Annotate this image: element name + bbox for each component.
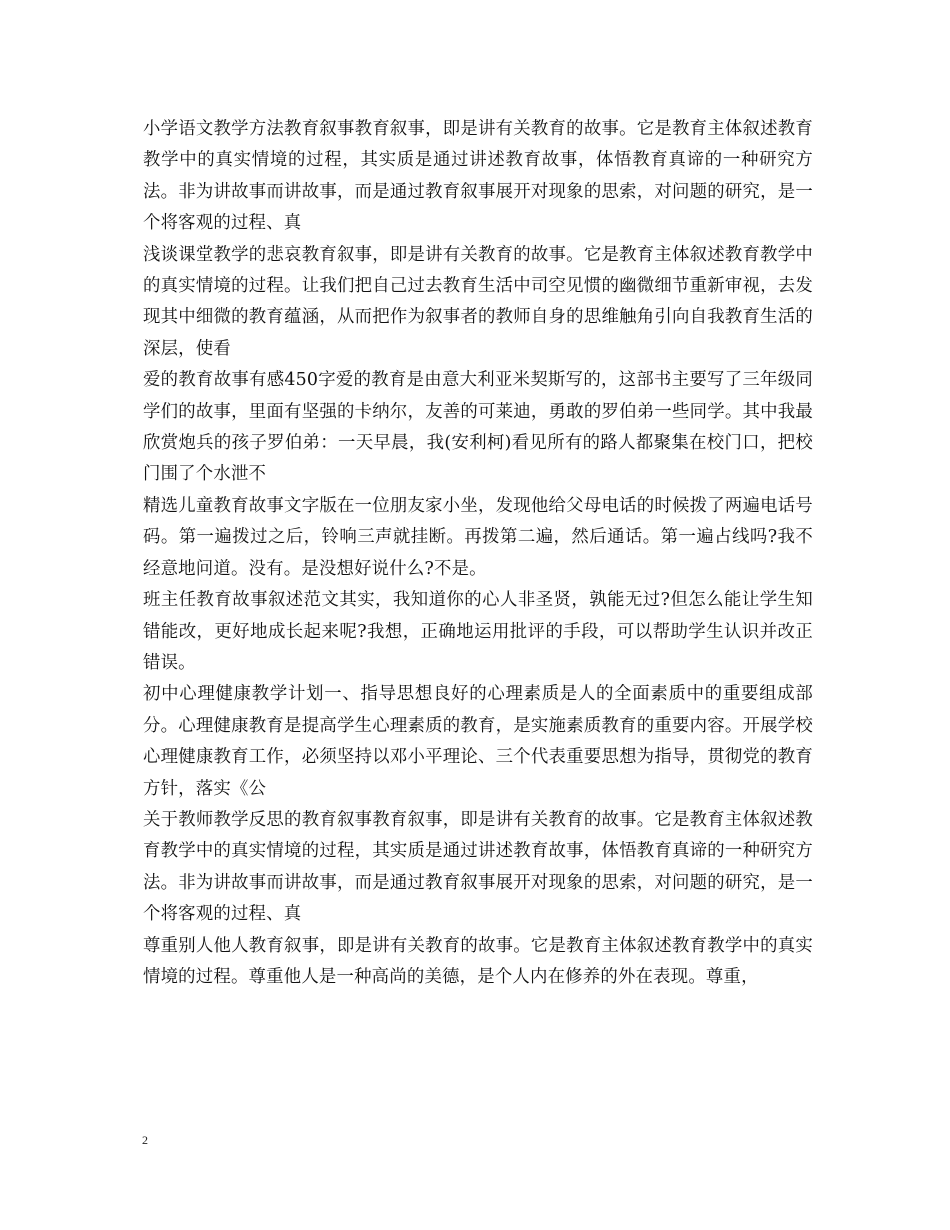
paragraph-3: 爱的教育故事有感450字爱的教育是由意大利亚米契斯写的，这部书主要写了三年级同学们的故事，里面有坚强的卡纳尔，友善的可莱迪，勇敢的罗伯弟一些同学。其中我最欣赏炮兵的孩子罗伯弟：一天早晨，我(安利柯)看见所有的路人都聚集在校门口，把校门围了个水泄不	[143, 370, 813, 485]
paragraph-6: 初中心理健康教学计划一、指导思想良好的心理素质是人的全面素质中的重要组成部分。心理健康教育是提高学生心理素质的教育，是实施素质教育的重要内容。开展学校心理健康教育工作，必须坚持以邓小平理论、三个代表重要思想为指导，贯彻党的教育方针，落实《公	[143, 684, 813, 799]
paragraph-8: 尊重别人他人教育叙事，即是讲有关教育的故事。它是教育主体叙述教育教学中的真实情境的过程。尊重他人是一种高尚的美德，是个人内在修养的外在表现。尊重，	[143, 935, 813, 987]
paragraph-5: 班主任教育故事叙述范文其实，我知道你的心人非圣贤，孰能无过?但怎么能让学生知错能改，更好地成长起来呢?我想，正确地运用批评的手段，可以帮助学生认识并改正错误。	[143, 590, 813, 673]
paragraph-7: 关于教师教学反思的教育叙事教育叙事，即是讲有关教育的故事。它是教育主体叙述教育教学中的真实情境的过程，其实质是通过讲述教育故事，体悟教育真谛的一种研究方法。非为讲故事而讲故事，而是通过教育叙事展开对现象的思索，对问题的研究，是一个将客观的过程、真	[143, 809, 813, 925]
paragraph-2: 浅谈课堂教学的悲哀教育叙事，即是讲有关教育的故事。它是教育主体叙述教育教学中的真实情境的过程。让我们把自己过去教育生活中司空见惯的幽微细节重新审视，去发现其中细微的教育蕴涵，从而把作为叙事者的教师自身的思维触角引向自我教育生活的深层，使看	[143, 244, 813, 359]
document-body	[143, 114, 813, 993]
paragraph-1: 小学语文教学方法教育叙事教育叙事，即是讲有关教育的故事。它是教育主体叙述教育教学中的真实情境的过程，其实质是通过讲述教育故事，体悟教育真谛的一种研究方法。非为讲故事而讲故事，而是通过教育叙事展开对现象的思索，对问题的研究，是一个将客观的过程、真	[143, 119, 813, 234]
page-number: 2	[142, 1133, 148, 1147]
paragraph-4: 精选儿童教育故事文字版在一位朋友家小坐，发现他给父母电话的时候拨了两遍电话号码。第一遍拨过之后，铃响三声就挂断。再拨第二遍，然后通话。第一遍占线吗?我不经意地问道。没有。是没想好说什么?不是。	[143, 495, 813, 579]
